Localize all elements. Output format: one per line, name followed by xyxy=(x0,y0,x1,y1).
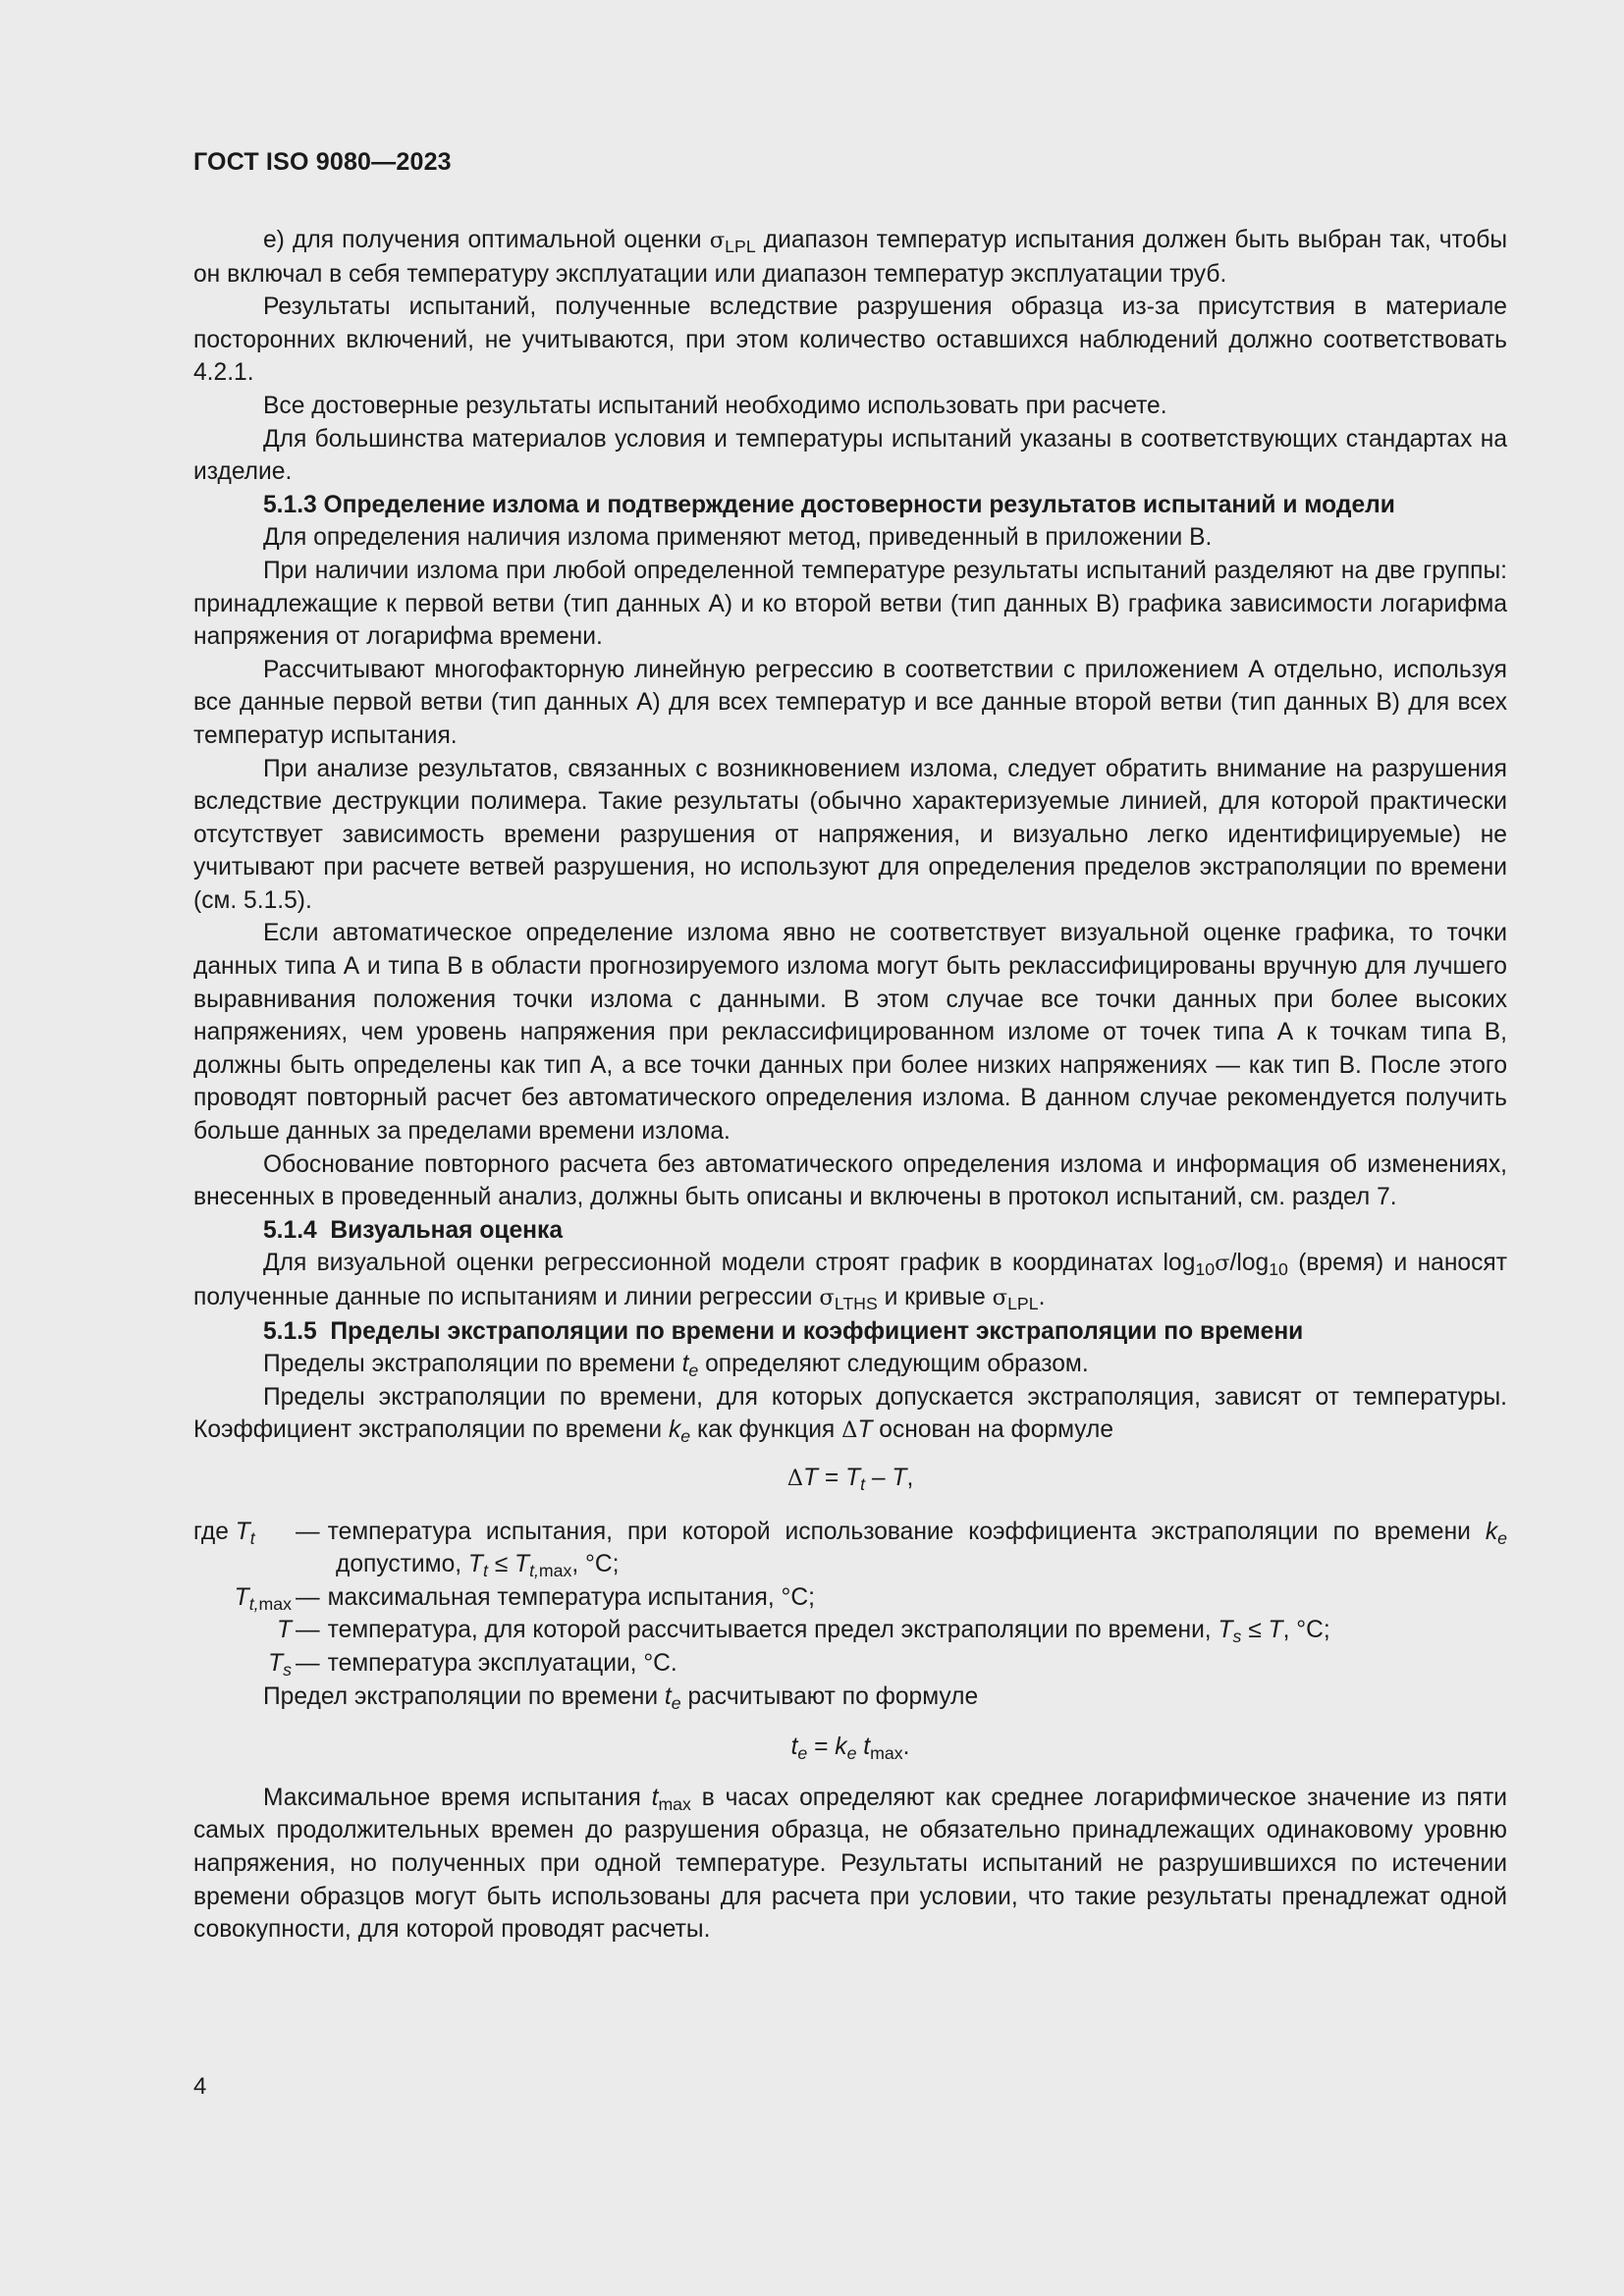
where-lead: где xyxy=(193,1518,236,1545)
symbol-t: t xyxy=(651,1784,659,1811)
symbol-t: t xyxy=(664,1682,672,1710)
text-run: как функция xyxy=(690,1416,842,1444)
symbol-t: t xyxy=(681,1351,689,1378)
symbol-t: t xyxy=(790,1734,798,1761)
subscript: t xyxy=(482,1561,488,1581)
subscript: e xyxy=(1497,1527,1507,1548)
symbol-T: T xyxy=(514,1551,530,1578)
text-run: максимальная температура испытания, °С; xyxy=(327,1583,815,1611)
symbol-T: T xyxy=(892,1464,907,1491)
page-number: 4 xyxy=(193,2073,207,2100)
where-row xyxy=(193,1516,1507,1581)
le-sign: ≤ xyxy=(1241,1617,1269,1644)
paragraph xyxy=(193,1681,1507,1714)
sigma-symbol: σ xyxy=(819,1285,835,1310)
paragraph: При наличии излома при любой определенной температуре результаты испытаний разделяют на две группы: принадлежащие к первой ветви (тип данных А) и ко второй ветви (тип данных В) графика зависимости логарифма напряжения от логарифма времени. xyxy=(193,557,1507,651)
paragraph xyxy=(193,1348,1507,1381)
sigma-symbol: σ xyxy=(709,228,726,253)
where-symbol xyxy=(193,1614,296,1647)
text-run: е) для получения оптимальной оценки xyxy=(263,227,710,253)
section-title: Визуальная оценка xyxy=(330,1216,564,1244)
delta-symbol: Δ xyxy=(786,1465,804,1491)
text-run: Максимальное время испытания xyxy=(263,1784,652,1811)
em-dash: — xyxy=(296,1649,320,1677)
text-run: Пределы экстраполяции по времени, для которых допускается экстраполяция, зависят от температуры. Коэффициент экстраполяции по времени xyxy=(193,1383,1507,1444)
punctuation: , xyxy=(906,1464,914,1491)
symbol-T: T xyxy=(1218,1617,1233,1644)
paragraph: Для определения наличия излома применяют метод, приведенный в приложении В. xyxy=(263,524,1213,552)
text-run: температура, для которой рассчитывается предел экстраполяции по времени, xyxy=(327,1617,1218,1644)
section-number: 5.1.3 xyxy=(263,491,317,518)
symbol-T: T xyxy=(857,1416,873,1444)
text-run: допустимо, xyxy=(336,1551,468,1578)
formula-te xyxy=(193,1731,1507,1764)
subscript: e xyxy=(797,1743,808,1764)
where-symbol xyxy=(193,1647,296,1681)
subscript: t xyxy=(249,1527,255,1548)
section-number: 5.1.4 xyxy=(263,1216,317,1244)
subscript: max xyxy=(258,1593,292,1614)
section-title: Определение излома и подтверждение достоверности результатов испытаний и модели xyxy=(323,491,1395,518)
standard-header: ГОСТ ISO 9080—2023 xyxy=(193,148,452,176)
symbol-t: t xyxy=(863,1734,871,1761)
subscript: LTHS xyxy=(834,1293,878,1313)
where-symbol xyxy=(193,1516,296,1581)
symbol-T: T xyxy=(268,1649,284,1677)
where-definition xyxy=(296,1581,1507,1615)
text-run: Пределы экстраполяции по времени xyxy=(263,1351,682,1378)
text-run: , °С; xyxy=(571,1551,620,1578)
text-run: Для визуальной оценки регрессионной модели строят график в координатах log xyxy=(263,1250,1196,1277)
subscript: 10 xyxy=(1195,1259,1216,1280)
paragraph: Для большинства материалов условия и температуры испытаний указаны в соответствующих стандартах на изделие. xyxy=(193,425,1507,486)
where-definition xyxy=(296,1516,1507,1581)
text-run: , °С; xyxy=(1282,1617,1330,1644)
paragraph: Результаты испытаний, полученные вследствие разрушения образца из-за присутствия в материале посторонних включений, не учитываются, при этом количество оставшихся наблюдений должно соответствовать 4.2.1. xyxy=(193,294,1507,387)
delta-symbol: Δ xyxy=(841,1417,858,1444)
text-run: расчитывают по формуле xyxy=(680,1682,979,1710)
paragraph-visual-evaluation xyxy=(193,1247,1507,1314)
subscript: max xyxy=(658,1793,691,1814)
where-row xyxy=(193,1647,1507,1681)
punctuation: . xyxy=(902,1734,910,1761)
text-run: /log xyxy=(1229,1250,1270,1277)
symbol-T: T xyxy=(467,1551,483,1578)
text-run: температура испытания, при которой использование коэффициента экстраполяции по времени xyxy=(327,1518,1486,1545)
subscript: t, xyxy=(248,1593,259,1614)
subscript: LPL xyxy=(725,236,756,256)
paragraph: Если автоматическое определение излома явно не соответствует визуальной оценке графика, то точки данных типа А и типа В в области прогнозируемого излома могут быть реклассифицированы вручную для лучшего выравнивания положения точки излома с данными. В этом случае все точки данных при более высоких напряжениях, чем уровень напряжения при реклассифицированном изломе от точек типа А к точкам типа В, должны быть определены как тип А, а все точки данных при более низких напряжениях — как тип В. После этого проводят повторный расчет без автоматического определения излома. В данном случае рекомендуется получить больше данных за пределами времени излома. xyxy=(193,920,1507,1146)
where-symbol xyxy=(193,1581,296,1615)
subscript: e xyxy=(671,1692,681,1713)
text-run: Предел экстраполяции по времени xyxy=(263,1682,665,1710)
le-sign: ≤ xyxy=(487,1551,515,1578)
paragraph: Обоснование повторного расчета без автоматического определения излома и информация об изменениях, внесенных в проведенный анализ, должны быть описаны и включены в протокол испытаний, см. раздел 7. xyxy=(193,1150,1507,1211)
text-run: . xyxy=(1038,1284,1046,1310)
subscript: e xyxy=(680,1426,691,1447)
section-heading-5-1-4 xyxy=(193,1214,1507,1248)
symbol-T: T xyxy=(1268,1617,1283,1644)
symbol-T: T xyxy=(276,1617,292,1644)
paragraph xyxy=(193,1381,1507,1448)
symbol-T: T xyxy=(803,1464,819,1491)
where-clause xyxy=(193,1516,1507,1681)
paragraph xyxy=(193,1782,1507,1947)
section-title: Пределы экстраполяции по времени и коэффициент экстраполяции по времени xyxy=(330,1317,1304,1345)
text-run: диапазон температур испытания должен быть выбран так, чтобы он включал в себя температуру эксплуатации или диапазон температур эксплуатации труб. xyxy=(193,227,1507,288)
page-content xyxy=(193,224,1507,1947)
subscript: t, xyxy=(529,1561,539,1581)
symbol-k: k xyxy=(835,1734,847,1761)
paragraph: Рассчитывают многофакторную линейную регрессию в соответствии с приложением А отдельно, используя все данные первой ветви (тип данных А) для всех температур и все данные второй ветви (тип данных В) для всех температур испытания. xyxy=(193,656,1507,749)
section-heading-5-1-3 xyxy=(193,489,1507,522)
subscript: 10 xyxy=(1269,1259,1288,1280)
text-run: температура эксплуатации, °С. xyxy=(327,1649,677,1677)
subscript: e xyxy=(846,1743,857,1764)
where-definition xyxy=(296,1614,1507,1647)
section-number: 5.1.5 xyxy=(263,1317,317,1345)
symbol-k: k xyxy=(1485,1518,1498,1545)
subscript: max xyxy=(870,1743,903,1764)
symbol-T: T xyxy=(845,1464,861,1491)
subscript: LPL xyxy=(1007,1293,1039,1313)
paragraph-item-e xyxy=(193,224,1507,291)
minus-sign: – xyxy=(865,1464,893,1491)
section-heading-5-1-5 xyxy=(193,1315,1507,1349)
em-dash: — xyxy=(296,1583,320,1611)
subscript: e xyxy=(688,1361,699,1381)
subscript: s xyxy=(283,1659,292,1680)
text-run: в часах определяют как среднее логарифмическое значение из пяти самых продолжительных времен до разрушения образца, не обязательно принадлежащих одинаковому уровню напряжения, но полученных при одной температуре. Результаты испытаний не разрушившихся по истечении времени образцов могут быть использованы для расчета при условии, что такие результаты пренадлежат одной совокупности, для которой проводят расчеты. xyxy=(193,1784,1507,1944)
symbol-T: T xyxy=(235,1518,250,1545)
subscript: max xyxy=(538,1561,572,1581)
text-run: и кривые xyxy=(877,1284,993,1310)
where-row xyxy=(193,1614,1507,1647)
equals-sign: = xyxy=(807,1734,836,1761)
text-run: основан на формуле xyxy=(872,1416,1114,1444)
where-definition xyxy=(296,1647,1507,1681)
symbol-T: T xyxy=(234,1583,249,1611)
equals-sign: = xyxy=(818,1464,846,1491)
symbol-k: k xyxy=(668,1416,681,1444)
sigma-symbol: σ xyxy=(1215,1251,1230,1277)
sigma-symbol: σ xyxy=(992,1285,1008,1310)
formula-delta-t xyxy=(193,1462,1507,1496)
em-dash: — xyxy=(296,1518,320,1545)
text-run: определяют следующим образом. xyxy=(698,1351,1089,1378)
subscript: s xyxy=(1232,1627,1242,1647)
text-run: (время) и наносят полученные данные по испытаниям и линии регрессии xyxy=(193,1250,1507,1310)
where-row xyxy=(193,1581,1507,1615)
em-dash: — xyxy=(296,1617,320,1644)
paragraph: Все достоверные результаты испытаний необходимо использовать при расчете. xyxy=(263,392,1167,419)
paragraph: При анализе результатов, связанных с возникновением излома, следует обратить внимание на разрушения вследствие деструкции полимера. Такие результаты (обычно характеризуемые линией, для которой практически отсутствует зависимость времени разрушения от напряжения, и визуально легко идентифицируемые) не учитывают при расчете ветвей разрушения, но используют для определения пределов экстраполяции по времени (см. 5.1.5). xyxy=(193,755,1507,914)
subscript: t xyxy=(860,1473,866,1494)
